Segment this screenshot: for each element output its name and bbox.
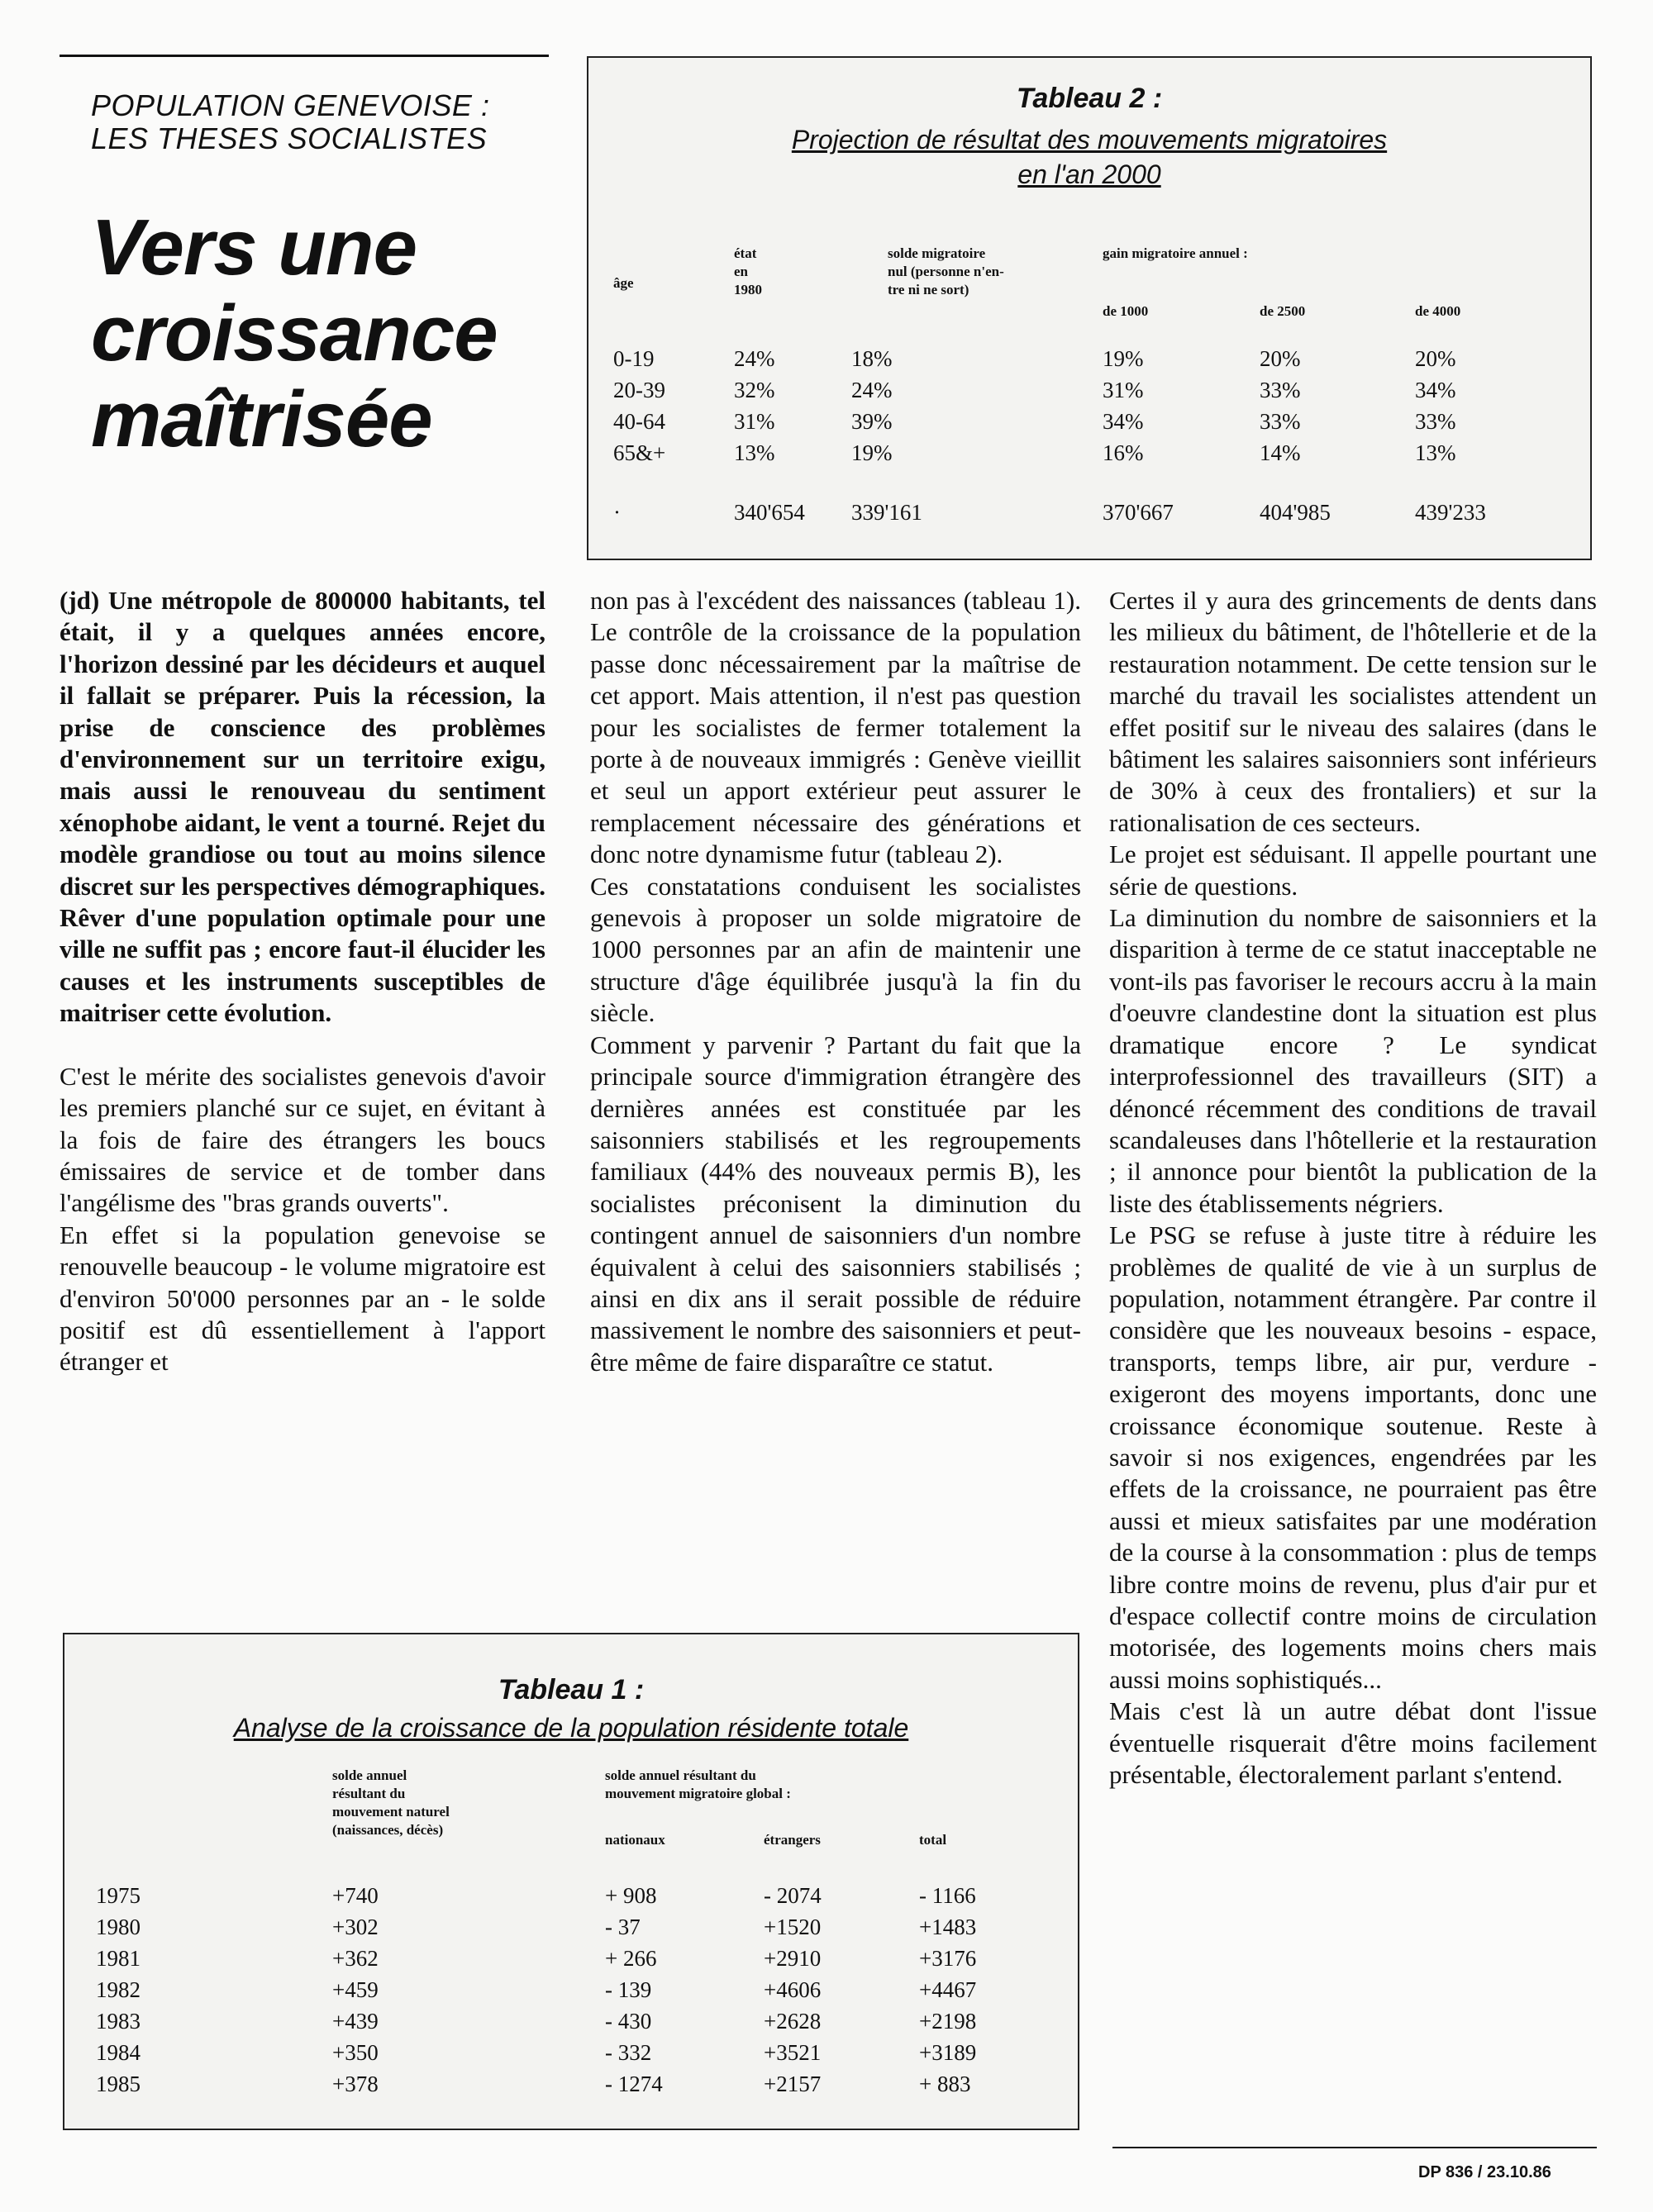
- table-2-subtitle: [588, 122, 1590, 192]
- table-2-cell: 20%: [1260, 346, 1301, 371]
- table-1-cell: +3521: [764, 2040, 822, 2065]
- article-paragraph: Ces constatations conduisent les socialistes genevois à proposer un solde migratoire de 1000 personnes par an afin de maintenir une structure d'âge équilibrée jusqu'à la fin du siècle.: [590, 871, 1081, 1028]
- table-2-cell: 18%: [851, 346, 893, 371]
- article-paragraph: Le projet est séduisant. Il appelle pourtant une série de questions.: [1109, 840, 1597, 901]
- table-1-cell: - 1274: [605, 2072, 663, 2096]
- kicker-line-2: LES THESES SOCIALISTES: [91, 121, 488, 155]
- table-1-title: Tableau 1 :: [498, 1674, 645, 1705]
- table-1-cell: +350: [332, 2040, 379, 2065]
- table-1-cell: - 2074: [764, 1883, 822, 1908]
- kicker-line-1: POPULATION GENEVOISE :: [91, 88, 490, 122]
- table-1-cell: 1983: [96, 2009, 141, 2034]
- table-2-header-age: âge: [613, 275, 634, 291]
- table-1-cell: +2910: [764, 1946, 822, 1971]
- table-2-cell: 65&+: [613, 440, 666, 465]
- table-1-cell: + 266: [605, 1946, 657, 1971]
- table-2-subtitle-line-1: Projection de résultat des mouvements migratoires: [791, 125, 1388, 155]
- footer-reference: DP 836 / 23.10.86: [1418, 2163, 1551, 2181]
- table-1-cell: +362: [332, 1946, 379, 1971]
- table-1-cell: +4606: [764, 1977, 822, 2002]
- table-2-cell: 34%: [1103, 409, 1144, 434]
- table-1-cell: +2157: [764, 2072, 822, 2096]
- table-1-cell: 1981: [96, 1946, 141, 1971]
- table-2-cell: 13%: [734, 440, 775, 465]
- table-2-header-1000: de 1000: [1103, 303, 1149, 319]
- table-1-cell: +2628: [764, 2009, 822, 2034]
- table-1-subtitle-text: Analyse de la croissance de la population résidente totale: [233, 1713, 909, 1743]
- table-2-total: 404'985: [1260, 500, 1331, 525]
- headline: [91, 205, 570, 463]
- table-2-total: 370'667: [1103, 500, 1174, 525]
- table-2-cell: 19%: [851, 440, 893, 465]
- table-2-header-4000: de 4000: [1415, 303, 1461, 319]
- table-2-cell: 13%: [1415, 440, 1456, 465]
- table-1-box: [63, 1633, 1079, 2130]
- table-2-cell: 19%: [1103, 346, 1144, 371]
- table-1-header-etrangers: étrangers: [764, 1832, 821, 1848]
- table-1-header-migratory: solde annuel résultant du mouvement migratoire global :: [605, 1767, 791, 1801]
- table-1-cell: - 1166: [919, 1883, 976, 1908]
- table-1-cell: +3176: [919, 1946, 977, 1971]
- table-2-cell: 40-64: [613, 409, 665, 434]
- table-1-cell: 1985: [96, 2072, 141, 2096]
- table-2-header-2500: de 2500: [1260, 303, 1306, 319]
- article-paragraph: C'est le mérite des socialistes genevois d'avoir les premiers planché sur ce sujet, en évitant à la fois de faire des étrangers les boucs émissaires de service et de tomber dans l'angélisme des "bras grands ouverts".: [60, 1061, 545, 1218]
- table-2-cell: 24%: [851, 378, 893, 402]
- article-paragraph: Comment y parvenir ? Partant du fait que la principale source d'immigration étrangère des dernières années est constituée par les saisonniers stabilisés et les regroupements familiaux (44% des nouveaux permis B), les socialistes préconisent la diminution du contingent annuel de saisonniers d'un nombre équivalent à celui des saisonniers stabilisés ; ainsi en dix ans il serait possible de réduire massivement le nombre des saisonniers et peut-être même de faire disparaître ce statut.: [590, 1030, 1081, 1377]
- table-2-header-etat: état en 1980: [734, 245, 762, 297]
- article-paragraph: La diminution du nombre de saisonniers et la disparition à terme de ce statut inacceptable ne vont-ils pas favoriser le recours accru à la main d'oeuvre clandestine dont la situation est plus dramatique encore ? Le syndicat interprofessionnel des travailleurs (SIT) a dénoncé récemment des conditions de travail scandaleuses dans l'hôtellerie et la restauration ; il annonce pour bientôt la publication de la liste des établissements négriers.: [1109, 903, 1597, 1218]
- footer-rule: [1112, 2147, 1597, 2148]
- table-2-cell: 34%: [1415, 378, 1456, 402]
- article-paragraph: En effet si la population genevoise se renouvelle beaucoup - le volume migratoire est d'environ 50'000 personnes par an - le solde positif est dû essentiellement à l'apport étranger et: [60, 1220, 545, 1377]
- table-1-cell: + 908: [605, 1883, 657, 1908]
- table-1-cell: - 37: [605, 1915, 641, 1939]
- table-2-cell: 31%: [734, 409, 775, 434]
- table-2-cell: 32%: [734, 378, 775, 402]
- headline-line-1: Vers une: [91, 203, 417, 292]
- article-paragraph: Mais c'est là un autre débat dont l'issue éventuelle risquerait d'être moins facilement présentable, électoralement parlant s'entend.: [1109, 1696, 1597, 1790]
- table-2-cell: 0-19: [613, 346, 655, 371]
- kicker: [91, 89, 554, 155]
- table-1-header-nationaux: nationaux: [605, 1832, 665, 1848]
- article-paragraph: non pas à l'excédent des naissances (tableau 1). Le contrôle de la croissance de la population passe donc nécessairement par la maîtrise de cet apport. Mais attention, il n'est pas question pour les socialistes de fermer totalement la porte à de nouveaux immigrés : Genève vieillit et seul un apport extérieur peut assurer le remplacement nécessaire des générations et donc notre dynamisme futur (tableau 2).: [590, 586, 1081, 869]
- table-2-cell: 14%: [1260, 440, 1301, 465]
- table-1-cell: +1483: [919, 1915, 977, 1939]
- table-1-cell: - 332: [605, 2040, 652, 2065]
- table-1-header-natural: solde annuel résultant du mouvement naturel (naissances, décès): [332, 1767, 450, 1838]
- table-1-cell: +459: [332, 1977, 379, 2002]
- table-1-cell: + 883: [919, 2072, 971, 2096]
- article-column-1: [60, 585, 545, 1378]
- table-1-cell: 1982: [96, 1977, 141, 2002]
- table-2-title: Tableau 2 :: [1016, 83, 1163, 114]
- table-2-header-solde: solde migratoire nul (personne n'en- tre ni ne sort): [888, 245, 1004, 297]
- table-2-total: 339'161: [851, 500, 922, 525]
- table-2-cell: 33%: [1260, 409, 1301, 434]
- table-2-totals-marker: ·: [613, 500, 621, 525]
- table-2-cell: 33%: [1260, 378, 1301, 402]
- table-2-subtitle-line-2: en l'an 2000: [1017, 159, 1161, 189]
- table-2-total: 340'654: [734, 500, 805, 525]
- table-2-cell: 20%: [1415, 346, 1456, 371]
- table-1-header-total: total: [919, 1832, 947, 1848]
- table-2-cell: 16%: [1103, 440, 1144, 465]
- article-paragraph: Le PSG se refuse à juste titre à réduire les problèmes de qualité de vie à un surplus de population, notamment étrangère. Par contre il considère que les nouveaux besoins - espace, transports, temps libre, air pur, verdure - exigeront des moyens importants, donc une croissance économique soutenue. Reste à savoir si nos exigences, engendrées par les effets de la croissance, ne pourraient pas être aussi et mieux satisfaites par une modération de la course à la consommation : plus de temps libre contre moins de revenu, plus d'air pur et d'espace collectif contre moins de circulation motorisée, des logements moins chers mais aussi moins sophistiqués...: [1109, 1220, 1597, 1694]
- table-2-total: 439'233: [1415, 500, 1486, 525]
- table-2-header-gain: gain migratoire annuel :: [1103, 245, 1248, 261]
- table-1-cell: +2198: [919, 2009, 977, 2034]
- article-column-3: [1109, 585, 1597, 1791]
- article-paragraph: Certes il y aura des grincements de dents dans les milieux du bâtiment, de l'hôtellerie et de la restauration notamment. De cette tension sur le marché du travail les socialistes attendent un effet positif sur le niveau des salaires (dans le bâtiment les salaires saisonniers sont inférieurs de 30% à ceux des frontaliers) et sur la rationalisation de ces secteurs.: [1109, 586, 1597, 837]
- table-1-cell: +3189: [919, 2040, 977, 2065]
- table-2-box: [587, 56, 1592, 560]
- table-1-cell: +740: [332, 1883, 379, 1908]
- top-rule: [60, 55, 549, 57]
- article-column-2: [590, 585, 1081, 1378]
- article-lead-paragraph: (jd) Une métropole de 800000 habitants, tel était, il y a quelques années encore, l'horizon dessiné par les décideurs et auquel il fallait se préparer. Puis la récession, la prise de conscience des problèmes d'environnement sur un territoire exigu, mais aussi le renouveau du sentiment xénophobe aidant, le vent a tourné. Rejet du modèle grandiose ou tout au moins silence discret sur les perspectives démographiques. Rêver d'une population optimale pour une ville ne suffit pas ; encore faut-il élucider les causes et les instruments susceptibles de maitriser cette évolution.: [60, 586, 545, 1028]
- table-2-cell: 24%: [734, 346, 775, 371]
- table-1-cell: +1520: [764, 1915, 822, 1939]
- headline-line-3: maîtrisée: [91, 375, 432, 464]
- table-1-cell: 1980: [96, 1915, 141, 1939]
- table-1-cell: - 139: [605, 1977, 652, 2002]
- table-1-cell: - 430: [605, 2009, 652, 2034]
- table-1-cell: +4467: [919, 1977, 977, 2002]
- table-2-cell: 33%: [1415, 409, 1456, 434]
- table-1-cell: +378: [332, 2072, 379, 2096]
- table-2-cell: 20-39: [613, 378, 665, 402]
- table-1-cell: +302: [332, 1915, 379, 1939]
- table-1-cell: +439: [332, 2009, 379, 2034]
- table-1-cell: 1975: [96, 1883, 141, 1908]
- table-2-cell: 31%: [1103, 378, 1144, 402]
- table-1-cell: 1984: [96, 2040, 141, 2065]
- headline-line-2: croissance: [91, 289, 498, 378]
- table-1-subtitle: [64, 1710, 1078, 1745]
- table-2-cell: 39%: [851, 409, 893, 434]
